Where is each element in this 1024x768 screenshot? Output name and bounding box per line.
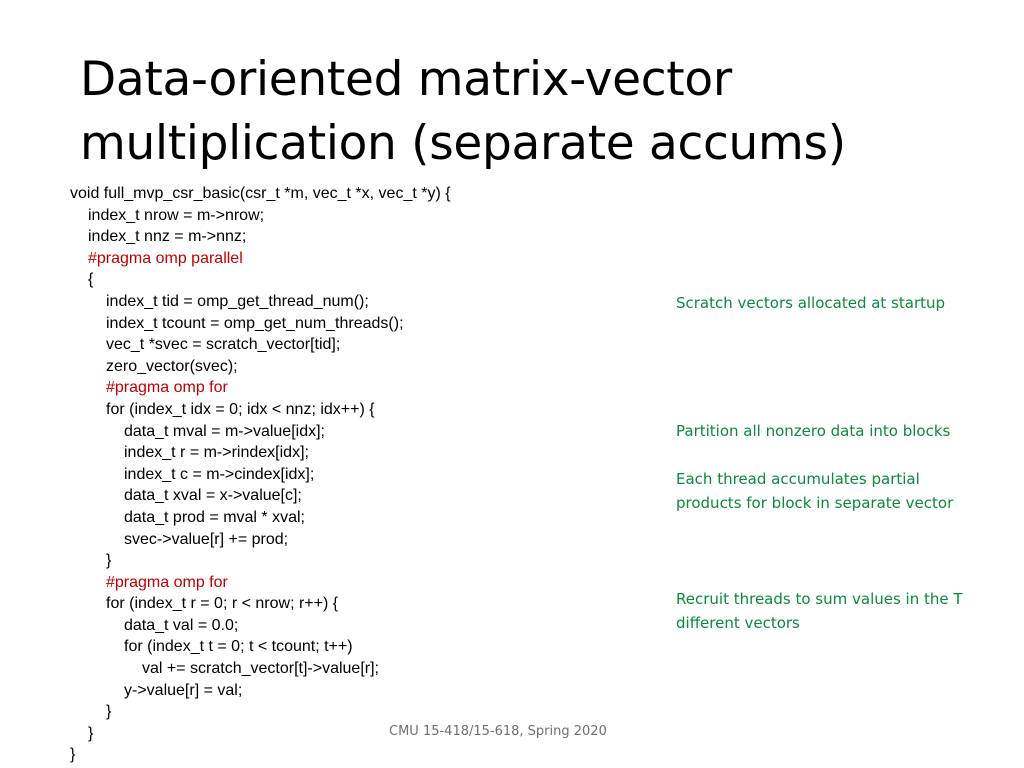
pragma-line: #pragma omp for [106,573,228,591]
code-line: svec->value[r] += prod; [124,530,289,548]
code-block [70,183,451,766]
note-line: Recruit threads to sum values in the T [676,590,963,608]
code-line: index_t c = m->cindex[idx]; [124,465,315,483]
code-line: zero_vector(svec); [106,357,238,375]
note-line: Scratch vectors allocated at startup [676,294,946,312]
title-line-1: Data-oriented matrix-vector [80,52,732,107]
code-line: } [106,703,112,721]
slide-footer: CMU 15-418/15-618, Spring 2020 [389,724,607,739]
note-scratch-vectors [676,291,945,315]
code-line: y->value[r] = val; [124,681,243,699]
code-line: index_t tcount = omp_get_num_threads(); [106,314,404,332]
code-line: void full_mvp_csr_basic(csr_t *m, vec_t *x, vec_t *y) { [70,185,451,202]
code-line: index_t nrow = m->nrow; [88,206,265,224]
code-line: { [88,271,94,289]
code-line: } [70,746,76,764]
note-accumulate [676,467,953,515]
note-line: products for block in separate vector [676,494,954,512]
code-line: } [106,552,112,570]
code-line: for (index_t t = 0; t < tcount; t++) [124,638,353,656]
code-line: vec_t *svec = scratch_vector[tid]; [106,336,341,354]
pragma-line: #pragma omp for [106,379,228,397]
pragma-line: #pragma omp parallel [88,249,243,267]
code-line: index_t nnz = m->nnz; [88,228,247,246]
code-line: index_t tid = omp_get_thread_num(); [106,292,369,310]
note-partition [676,419,950,443]
note-recruit-threads [676,587,963,635]
note-line: Partition all nonzero data into blocks [676,422,951,440]
title-line-2: multiplication (separate accums) [80,116,846,171]
code-line: index_t r = m->rindex[idx]; [124,444,309,462]
code-line: data_t val = 0.0; [124,616,239,634]
code-line: for (index_t idx = 0; idx < nnz; idx++) { [106,400,375,418]
code-line: data_t mval = m->value[idx]; [124,422,325,440]
note-line: different vectors [676,614,800,632]
note-line: Each thread accumulates partial [676,470,920,488]
slide-title [80,48,980,176]
code-line: data_t prod = mval * xval; [124,508,305,526]
code-line: } [88,724,94,742]
code-line: for (index_t r = 0; r < nrow; r++) { [106,595,339,613]
code-line: val += scratch_vector[t]->value[r]; [142,660,379,678]
code-line: data_t xval = x->value[c]; [124,487,302,505]
